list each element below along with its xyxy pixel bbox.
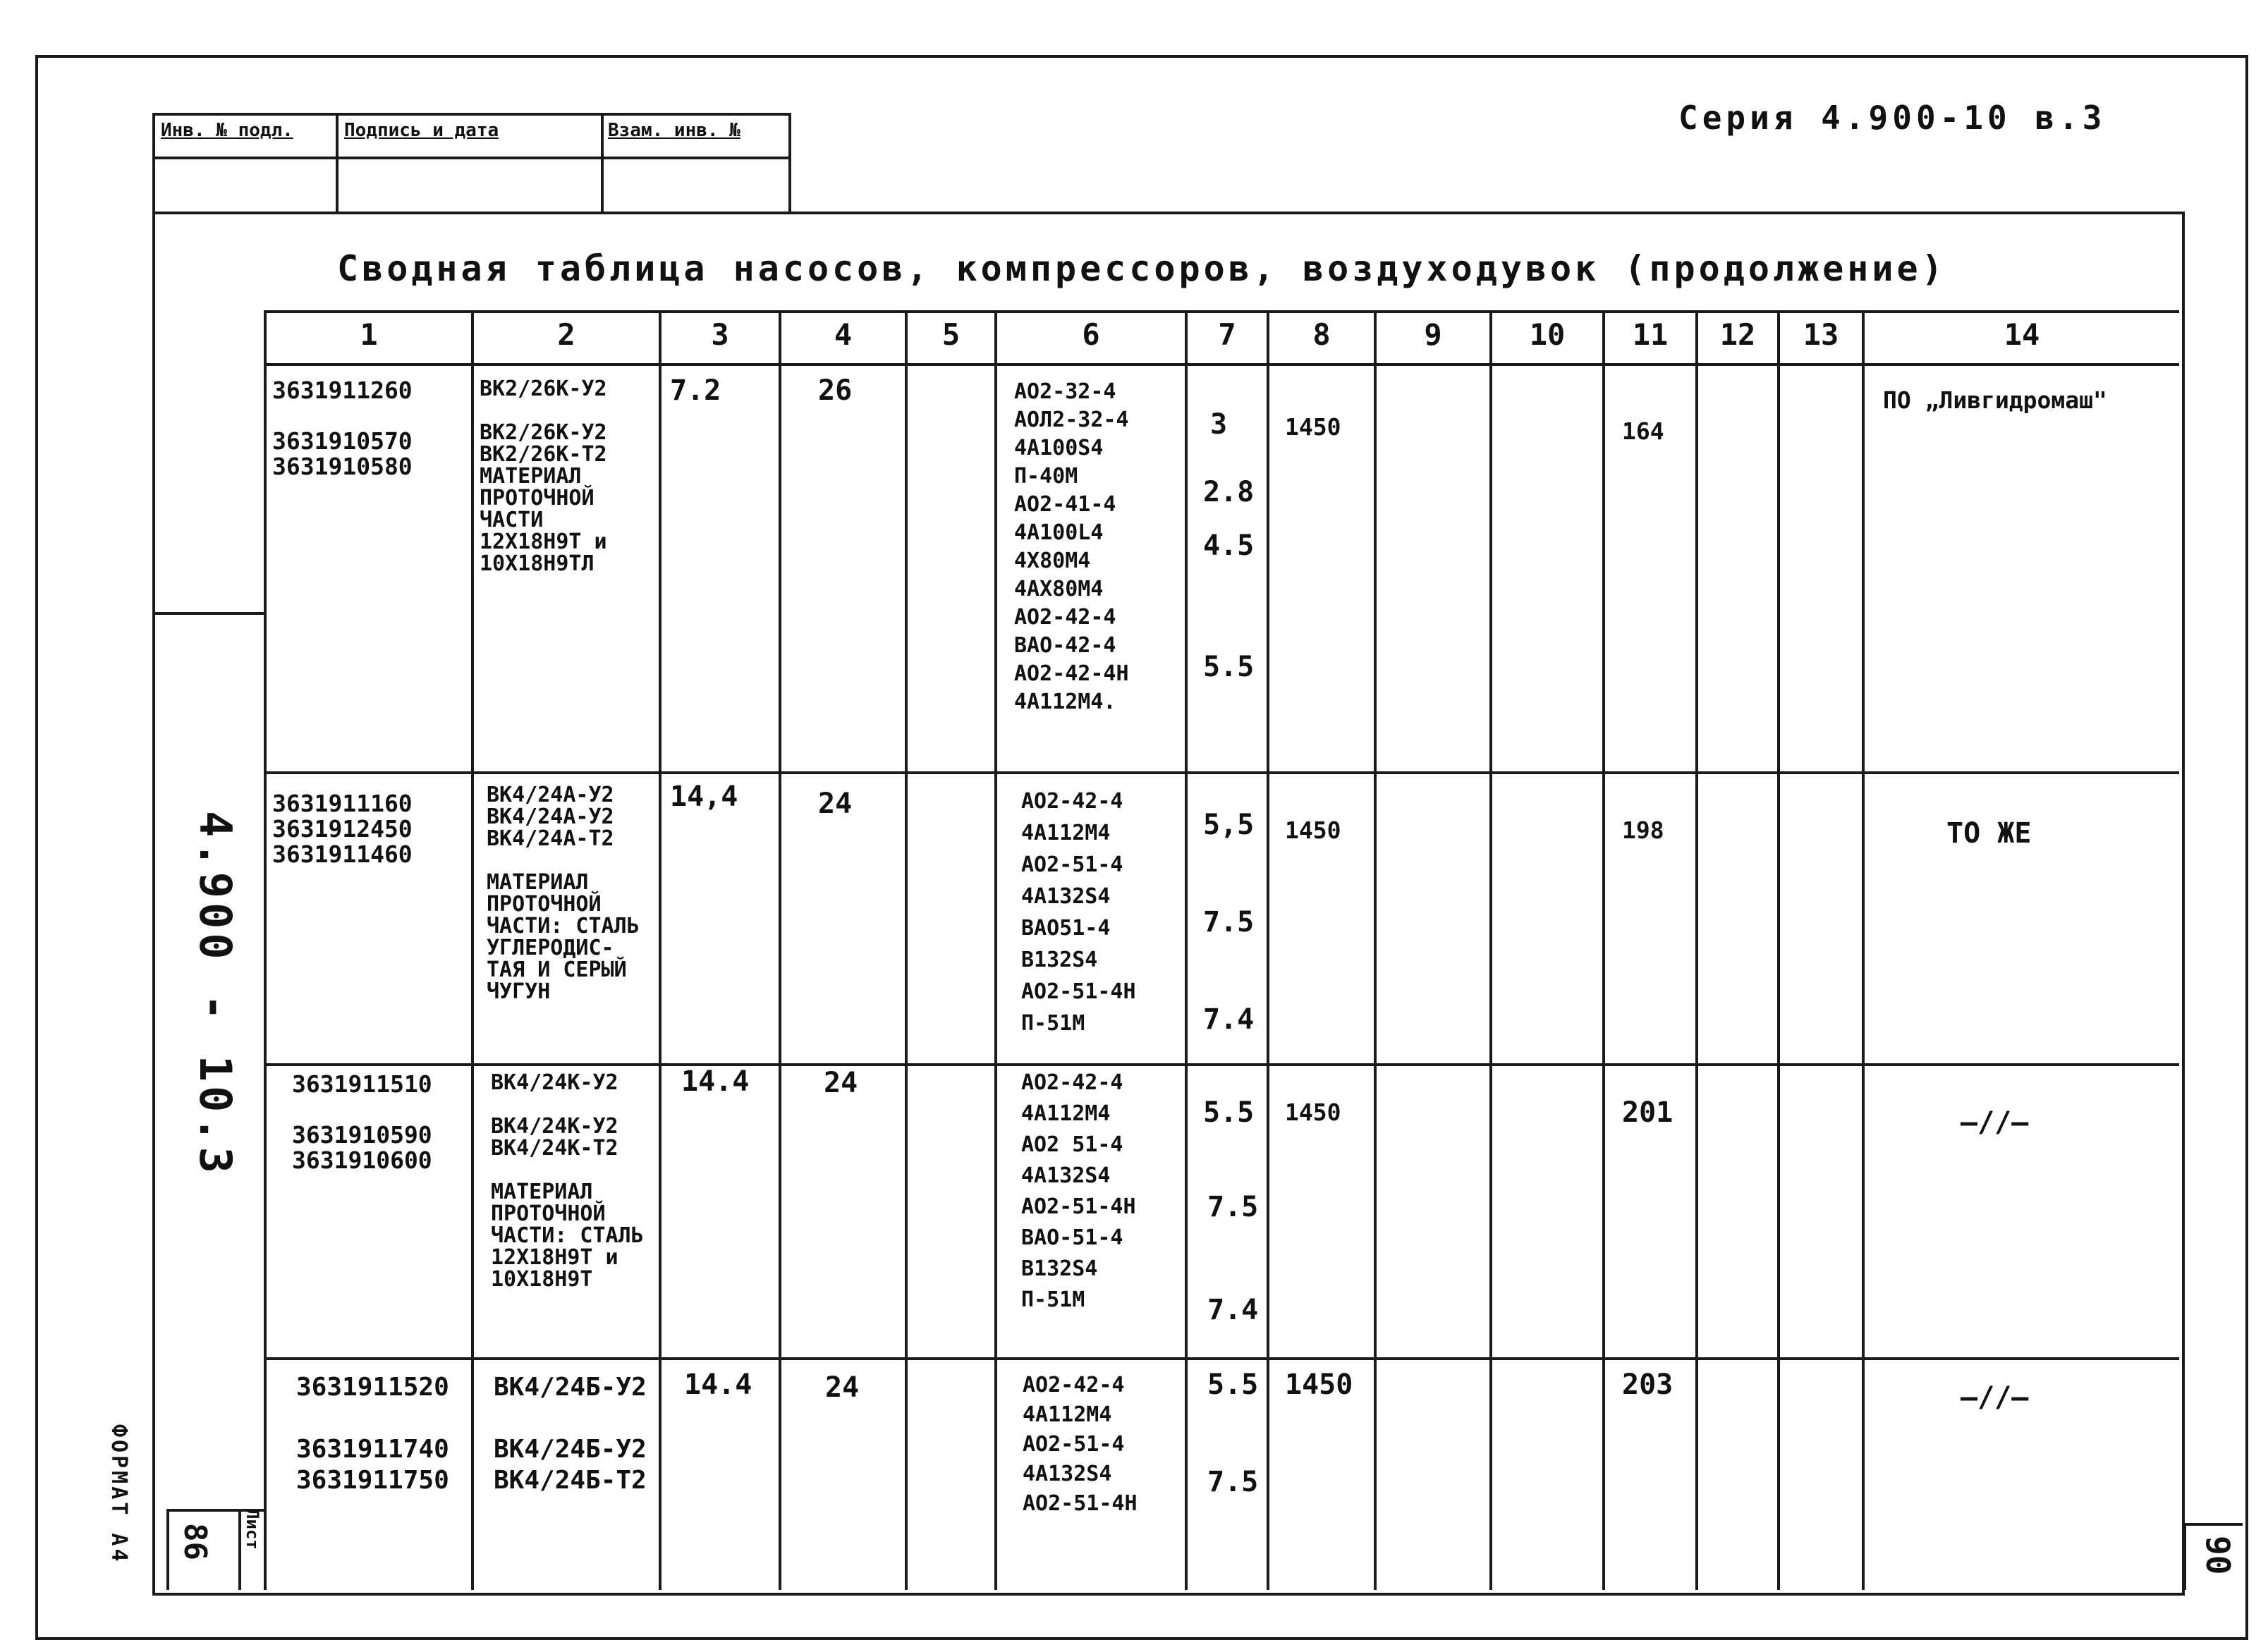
col-header-5: 5 [941,317,961,352]
table-row-4-c3: 14.4 [684,1369,752,1401]
col-header-6: 6 [1082,317,1100,352]
table-row-4-c11: 203 [1622,1369,1673,1401]
col-header-3: 3 [711,317,729,352]
table-row-2-models: ВК4/24А-У2 ВК4/24А-У2 ВК4/24А-Т2 МАТЕРИАЛ ПРОТОЧНОЙ ЧАСТИ: СТАЛЬ УГЛЕРОДИС- ТАЯ И СЕРЫЙ ЧУГУН [487,783,640,1004]
stamp-inv-no: Инв. № подл. [161,120,293,141]
series-label: Серия 4.900-10 в.3 [1678,99,2107,137]
sheet-box-divider [238,1509,241,1590]
stamp-replace-inv: Взам. инв. № [608,120,740,141]
table-row-1-c3: 7.2 [670,374,721,407]
col-header-10: 10 [1529,317,1566,352]
table-row-3-motors: АО2-42-4 4А112М4 АО2 51-4 4А132S4 АО2-51-4Н ВАО-51-4 В132S4 П-51М [1021,1070,1136,1312]
table-row-1-c11: 164 [1622,417,1664,445]
sheet-number-right: 90 [2199,1536,2237,1575]
col-header-8: 8 [1312,317,1331,352]
table-row-3-codes: 3631911510 3631910590 3631910600 [292,1070,432,1174]
format-label: ФОРМАТ А4 [106,1424,131,1565]
sheet-label: Лист [243,1509,262,1550]
table-row-3-c7-a: 5.5 [1203,1096,1255,1129]
table-row-1-c7-b: 2.8 [1203,476,1255,508]
col-header-11: 11 [1632,317,1669,352]
table-row-2-c7-b: 7.5 [1203,906,1255,938]
table-row-4-motors: АО2-42-4 4А112М4 АО2-51-4 4А132S4 АО2-51-4Н [1023,1373,1138,1516]
left-strip-divider [152,612,264,615]
table-row-2-codes: 3631911160 3631912450 3631911460 [272,790,413,868]
table-row-4-c8: 1450 [1285,1369,1353,1401]
table-row-4-c4: 24 [825,1371,860,1404]
table-row-3-c7-b: 7.5 [1207,1191,1259,1223]
right-sheet-box-left [2183,1523,2186,1590]
table-row-3-c14: —//— [1961,1106,2029,1139]
side-code: 4.900 - 10.3 [190,811,241,1177]
table-row-2-c11: 198 [1622,816,1664,844]
col-header-13: 13 [1803,317,1839,352]
table-row-4-codes: 3631911520 3631911740 3631911750 [296,1373,449,1495]
col-header-4: 4 [834,317,853,352]
table-row-2-c8: 1450 [1285,816,1341,844]
table-row-1-c14: ПО „Ливгидромаш" [1883,386,2107,414]
table-row-2-c7-a: 5,5 [1203,809,1255,841]
stamp-signature-date: Подпись и дата [344,120,499,141]
table-row-2-motors: АО2-42-4 4А112М4 АО2-51-4 4А132S4 ВАО51-4 В132S4 АО2-51-4Н П-51М [1021,789,1136,1036]
table-row-4-c14: —//— [1961,1381,2029,1414]
sheet-number-left: 86 [177,1523,213,1560]
table-row-1-c4: 26 [818,374,853,407]
table-row-3-c8: 1450 [1285,1099,1341,1126]
col-header-14: 14 [2004,317,2040,352]
table-row-1-c7-a: 3 [1210,408,1228,441]
table-row-2-c3: 14,4 [670,781,738,813]
sheet-box-left [166,1509,169,1590]
table-row-1-codes: 3631911260 3631910570 3631910580 [272,377,413,480]
table-row-1-c7-c: 4.5 [1203,530,1255,562]
col-header-1: 1 [360,317,378,352]
table-row-3-c4: 24 [824,1067,858,1099]
table-row-2-c4: 24 [818,788,853,820]
table-row-1-motors: АО2-32-4 АОЛ2-32-4 4А100S4 П-40М АО2-41-4 4А100L4 4Х80М4 4АХ80М4 АО2-42-4 ВАО-42-4 АО2-42-4Н 4А112М4. [1014,379,1129,714]
table-row-1-c7-d: 5.5 [1203,651,1255,683]
col-header-2: 2 [557,317,575,352]
table-row-4-c7-b: 7.5 [1207,1466,1259,1498]
table-row-3-c11: 201 [1622,1096,1673,1129]
inner-frame [152,212,2185,1596]
table-row-2-c7-c: 7.4 [1203,1003,1255,1036]
table-row-4-models: ВК4/24Б-У2 ВК4/24Б-У2 ВК4/24Б-Т2 [494,1373,647,1495]
table-row-4-c7-a: 5.5 [1207,1369,1259,1401]
table-row-3-c3: 14.4 [681,1065,750,1098]
table-row-3-c7-c: 7.4 [1207,1294,1259,1326]
table-row-1-models: ВК2/26К-У2 ВК2/26К-У2 ВК2/26К-Т2 МАТЕРИАЛ ПРОТОЧНОЙ ЧАСТИ 12Х18Н9Т и 10Х18Н9ТЛ [480,377,607,576]
col-header-7: 7 [1218,317,1236,352]
col-header-12: 12 [1719,317,1756,352]
right-sheet-box-top [2183,1523,2243,1526]
table-row-2-c14: ТО ЖЕ [1946,817,2032,850]
page-title: Сводная таблица насосов, компрессоров, воздуходувок (продолжение) [337,248,1946,289]
col-header-9: 9 [1424,317,1442,352]
table-row-3-models: ВК4/24К-У2 ВК4/24К-У2 ВК4/24К-Т2 МАТЕРИАЛ ПРОТОЧНОЙ ЧАСТИ: СТАЛЬ 12Х18Н9Т и 10Х18Н9Т [491,1070,644,1292]
table-row-1-c8: 1450 [1285,413,1341,441]
